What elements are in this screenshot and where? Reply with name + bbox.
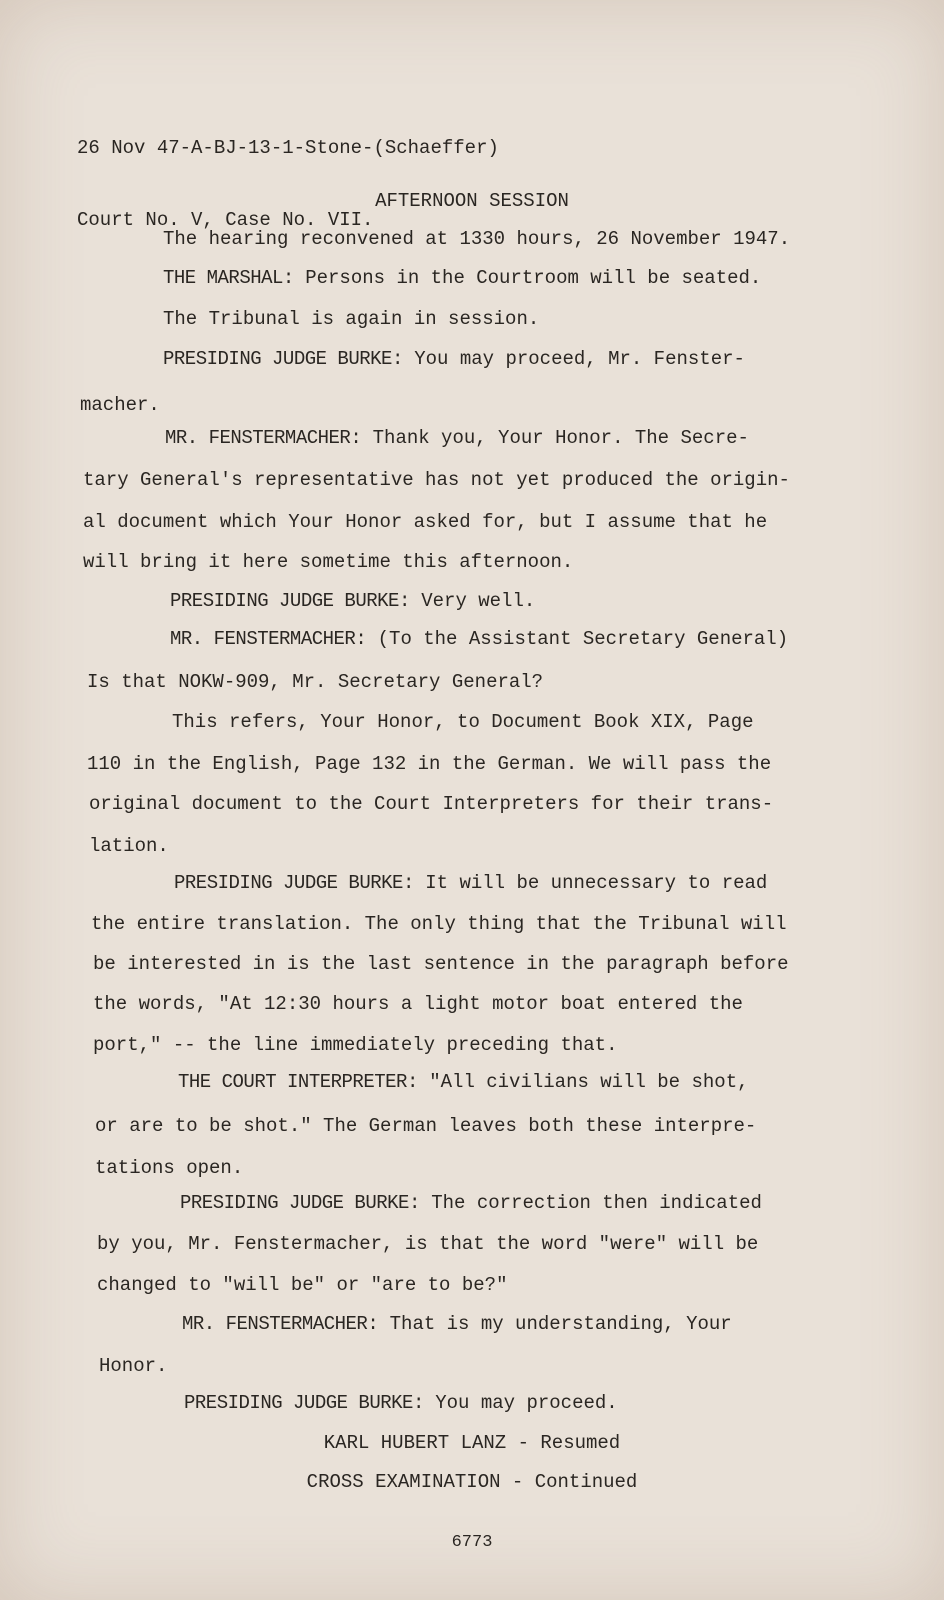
- transcript-line: original document to the Court Interpreters for their trans-: [89, 793, 774, 815]
- speaker-name: PRESIDING JUDGE BURKE:: [180, 1192, 420, 1214]
- page-number: 6773: [451, 1533, 493, 1552]
- speech-text: That is my understanding, Your: [378, 1313, 732, 1335]
- transcript-line: Honor.: [99, 1355, 168, 1377]
- transcript-line: tations open.: [95, 1157, 244, 1179]
- transcript-line: by you, Mr. Fenstermacher, is that the word "were" will be: [97, 1233, 759, 1255]
- transcript-line: [170, 590, 535, 612]
- transcript-line: lation.: [89, 835, 169, 857]
- transcript-line: be interested in is the last sentence in the paragraph before: [93, 953, 789, 975]
- transcript-line: Is that NOKW-909, Mr. Secretary General?: [87, 671, 544, 693]
- witness-heading: KARL HUBERT LANZ - Resumed: [323, 1432, 621, 1454]
- transcript-line: [170, 628, 788, 650]
- speaker-name: PRESIDING JUDGE BURKE:: [184, 1392, 424, 1414]
- speaker-name: THE MARSHAL:: [163, 267, 294, 289]
- transcript-line: al document which Your Honor asked for, but I assume that he: [83, 511, 768, 533]
- transcript-line: macher.: [80, 394, 160, 416]
- examination-heading: CROSS EXAMINATION - Continued: [306, 1471, 638, 1493]
- speech-text: Thank you, Your Honor. The Secre-: [361, 427, 749, 449]
- transcript-line: [184, 1392, 618, 1414]
- speech-text: (To the Assistant Secretary General): [366, 628, 789, 650]
- transcript-line: [180, 1192, 762, 1214]
- session-title: AFTERNOON SESSION: [375, 190, 569, 212]
- transcript-line: port," -- the line immediately preceding that.: [93, 1034, 618, 1056]
- transcript-line: [163, 267, 761, 289]
- transcript-line: The hearing reconvened at 1330 hours, 26 November 1947.: [163, 228, 791, 250]
- speech-text: The correction then indicated: [419, 1192, 762, 1214]
- transcript-line: changed to "will be" or "are to be?": [97, 1274, 508, 1296]
- transcript-line: or are to be shot." The German leaves both these interpre-: [95, 1115, 757, 1137]
- speech-text: It will be unnecessary to read: [413, 872, 768, 894]
- transcript-line: [182, 1313, 732, 1335]
- speaker-name: THE COURT INTERPRETER:: [178, 1071, 418, 1093]
- transcript-line: This refers, Your Honor, to Document Book XIX, Page: [172, 711, 754, 733]
- transcript-line: [163, 348, 745, 370]
- speaker-name: MR. FENSTERMACHER:: [182, 1313, 379, 1335]
- transcript-line: 110 in the English, Page 132 in the German. We will pass the: [87, 753, 772, 775]
- speaker-name: MR. FENSTERMACHER:: [170, 628, 367, 650]
- header-line-1: 26 Nov 47-A-BJ-13-1-Stone-(Schaeffer): [77, 137, 499, 159]
- speech-text: Very well.: [409, 590, 536, 612]
- transcript-line: [174, 872, 767, 894]
- transcript-line: will bring it here sometime this afternoon.: [83, 551, 574, 573]
- speaker-name: PRESIDING JUDGE BURKE:: [163, 348, 403, 370]
- header-line-2: Court No. V, Case No. VII.: [77, 209, 374, 231]
- speaker-name: PRESIDING JUDGE BURKE:: [170, 590, 410, 612]
- speaker-name: PRESIDING JUDGE BURKE:: [174, 872, 414, 894]
- speech-text: Persons in the Courtroom will be seated.: [293, 267, 762, 289]
- speech-text: "All civilians will be shot,: [417, 1071, 749, 1093]
- transcript-line: [165, 427, 749, 449]
- speaker-name: MR. FENSTERMACHER:: [165, 427, 362, 449]
- document-header: [77, 88, 499, 280]
- transcript-line: the words, "At 12:30 hours a light motor boat entered the: [93, 993, 743, 1015]
- transcript-line: the entire translation. The only thing that the Tribunal will: [91, 913, 787, 935]
- transcript-line: The Tribunal is again in session.: [163, 308, 540, 330]
- speech-text: You may proceed, Mr. Fenster-: [402, 348, 745, 370]
- transcript-line: tary General's representative has not yet produced the origin-: [83, 469, 790, 491]
- transcript-line: [178, 1071, 749, 1093]
- speech-text: You may proceed.: [423, 1392, 618, 1414]
